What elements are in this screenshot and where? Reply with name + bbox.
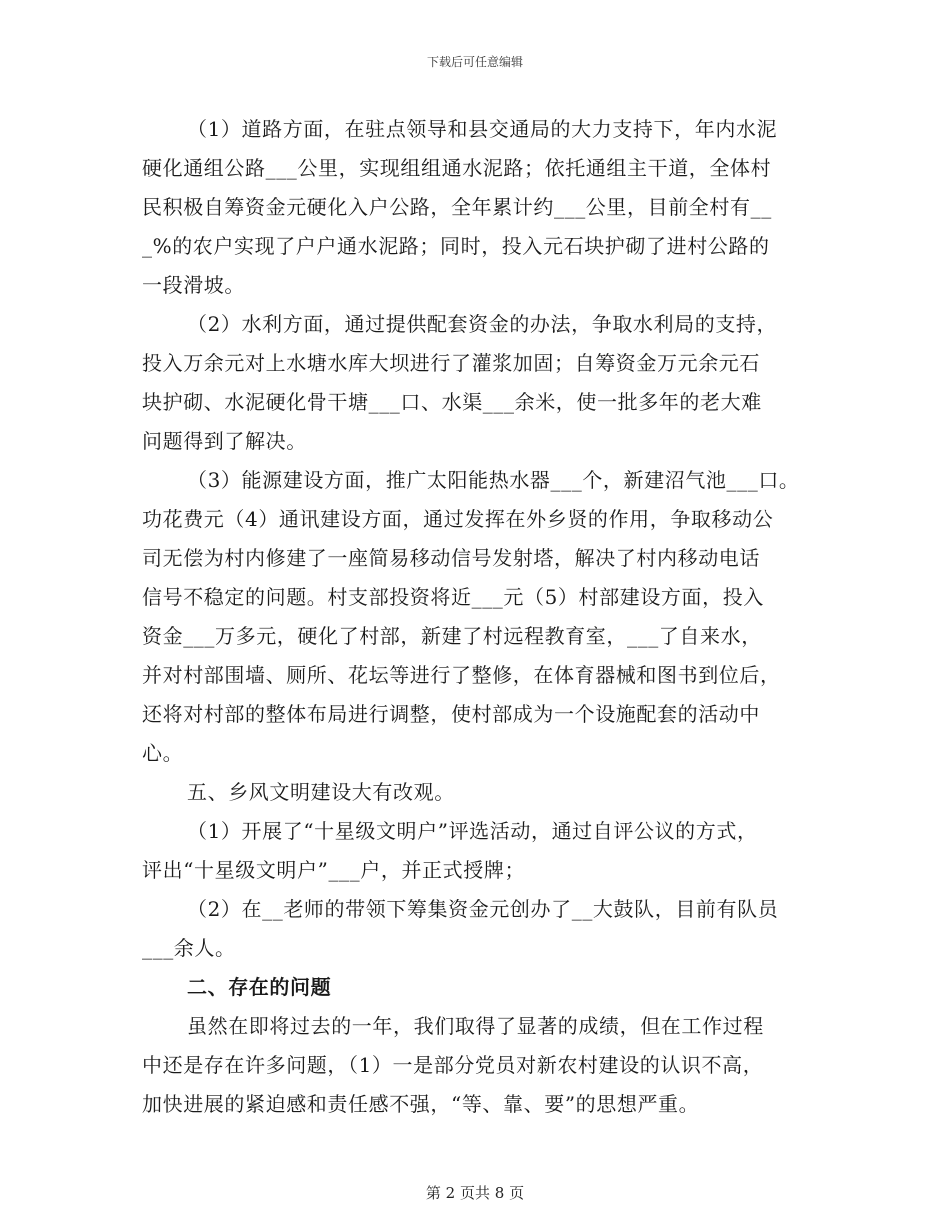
paragraph-line: 虽然在即将过去的一年，我们取得了显著的成绩，但在工作过程 (187, 1014, 764, 1038)
paragraph-line: 心。 (142, 741, 184, 765)
paragraph-line: 问题得到了解决。 (142, 429, 307, 453)
paragraph-line: 块护砌、水泥硬化骨干塘___口、水渠___余米，使一批多年的老大难 (142, 390, 762, 414)
paragraph-line: （3）能源建设方面，推广太阳能热水器___个，新建沼气池___口。 (187, 468, 800, 492)
paragraph-line: 还将对村部的整体布局进行调整，使村部成为一个设施配套的活动中 (142, 702, 760, 726)
document-body (142, 110, 810, 1124)
section-heading: 五、乡风文明建设大有改观。 (187, 780, 455, 804)
paragraph-line: 民积极自筹资金元硬化入户公路，全年累计约___公里，目前全村有__ (142, 195, 772, 219)
paragraph-line: 司无偿为村内修建了一座简易移动信号发射塔，解决了村内移动电话 (142, 546, 760, 570)
paragraph-line: 功花费元（4）通讯建设方面，通过发挥在外乡贤的作用，争取移动公 (142, 507, 774, 531)
paragraph-line: 信号不稳定的问题。村支部投资将近___元（5）村部建设方面，投入 (142, 585, 764, 609)
paragraph-line: （2）在__老师的带领下筹集资金元创办了__大鼓队，目前有队员 (187, 897, 779, 921)
paragraph-line: 并对村部围墙、厕所、花坛等进行了整修，在体育器械和图书到位后， (142, 663, 781, 687)
paragraph-line: 加快进展的紧迫感和责任感不强，“等、靠、要”的思想严重。 (142, 1092, 700, 1116)
paragraph-line: 投入万余元对上水塘水库大坝进行了灌浆加固；自筹资金万元余元石 (142, 351, 760, 375)
paragraph-line: ___余人。 (142, 936, 236, 960)
section-heading: 二、存在的问题 (187, 975, 332, 999)
paragraph-line: 资金___万多元，硬化了村部，新建了村远程教育室，___了自来水， (142, 624, 762, 648)
paragraph-line: 中还是存在许多问题，（1）一是部分党员对新农村建设的认识不高， (142, 1053, 764, 1077)
paragraph-line: _%的农户实现了户户通水泥路；同时，投入元石块护砌了进村公路的 (142, 234, 770, 258)
paragraph-line: （2）水利方面，通过提供配套资金的办法，争取水利局的支持， (187, 312, 778, 336)
paragraph-line: 一段滑坡。 (142, 273, 245, 297)
paragraph-line: （1）开展了“十星级文明户”评选活动，通过自评公议的方式， (187, 819, 758, 843)
page-footer: 第 2 页共 8 页 (425, 1184, 525, 1202)
paragraph-line: 评出“十星级文明户”___户，并正式授牌； (142, 858, 526, 882)
paragraph-line: （1）道路方面，在驻点领导和县交通局的大力支持下，年内水泥 (187, 117, 778, 141)
paragraph-line: 硬化通组公路___公里，实现组组通水泥路；依托通组主干道，全体村 (142, 156, 772, 180)
page-header: 下载后可任意编辑 (426, 55, 523, 69)
